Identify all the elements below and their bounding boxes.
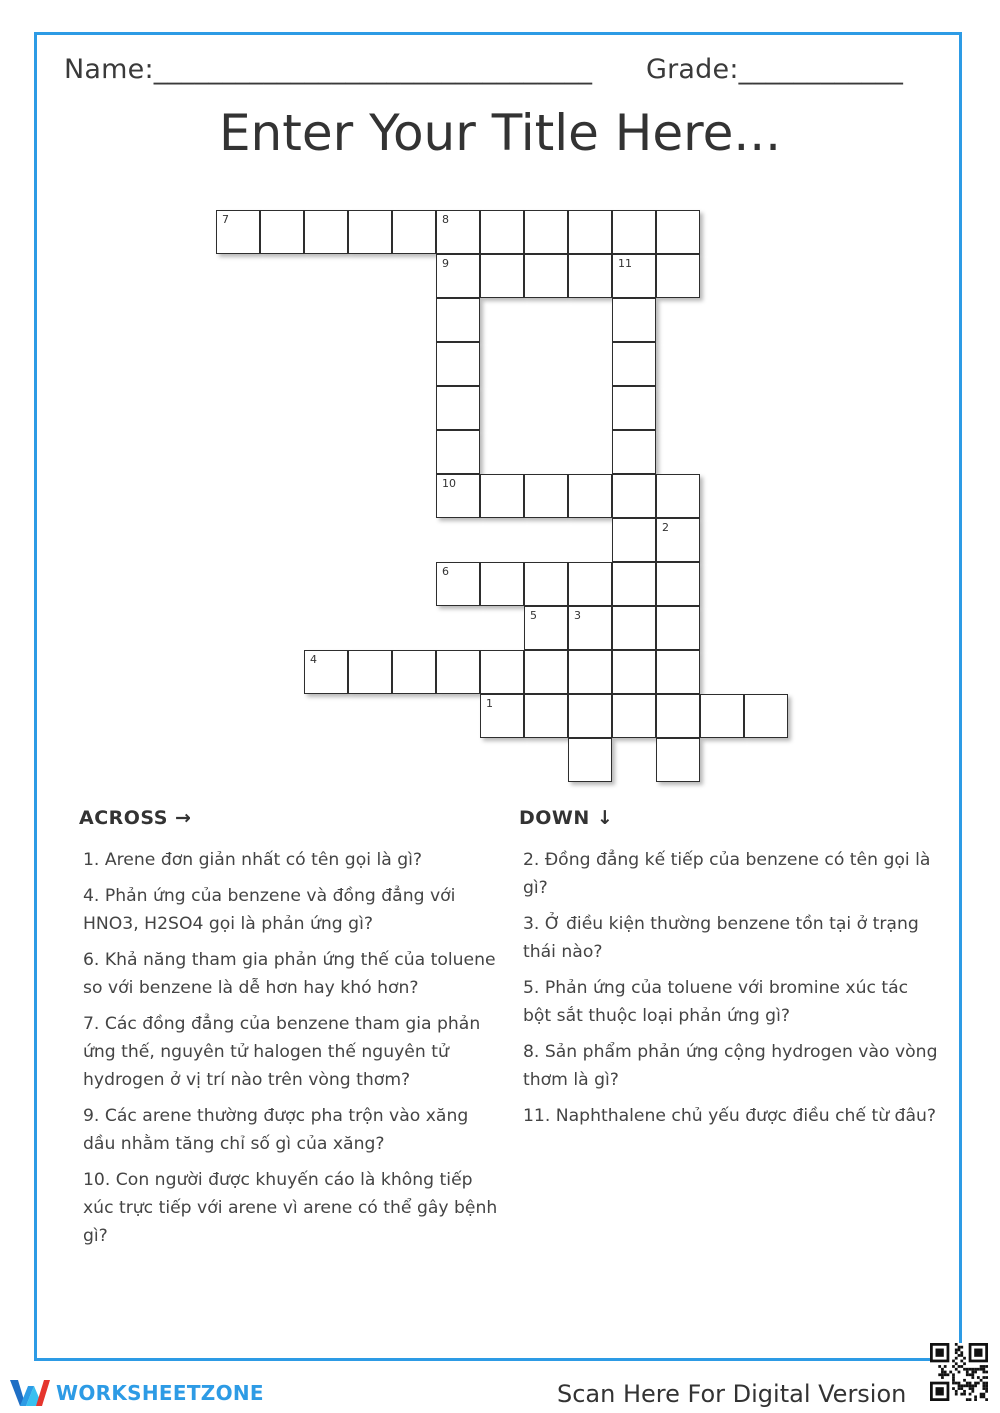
crossword-cell[interactable] (436, 342, 480, 386)
grade-field-line[interactable]: Grade:____________ (646, 54, 904, 85)
down-clue: 2. Đồng đẳng kế tiếp của benzene có tên gọi là gì? (523, 850, 931, 898)
crossword-cell[interactable] (392, 210, 436, 254)
crossword-cell[interactable] (612, 518, 656, 562)
across-clue: 10. Con người được khuyến cáo là không tiếp xúc trực tiếp với arene vì arene có thể gây bệnh gì? (83, 1170, 498, 1246)
clue-number: 3 (574, 609, 581, 622)
crossword-cell[interactable] (656, 738, 700, 782)
crossword-cell[interactable] (612, 694, 656, 738)
crossword-cell[interactable] (612, 386, 656, 430)
page-title: Enter Your Title Here... (218, 104, 782, 162)
crossword-cell[interactable] (524, 474, 568, 518)
crossword-cell[interactable] (480, 210, 524, 254)
crossword-cell[interactable] (480, 254, 524, 298)
crossword-cell[interactable] (568, 210, 612, 254)
across-clue: 7. Các đồng đẳng của benzene tham gia phản ứng thế, nguyên tử halogen thế nguyên tử hydrogen ở vị trí nào trên vòng thơm? (83, 1014, 481, 1090)
down-heading: DOWN ↓ (519, 807, 614, 829)
across-clue-list (83, 846, 501, 1258)
crossword-cell[interactable] (260, 210, 304, 254)
down-clue-list (523, 846, 938, 1138)
clue-number: 9 (442, 257, 449, 270)
crossword-cell[interactable] (612, 430, 656, 474)
crossword-cell[interactable] (656, 210, 700, 254)
clue-number: 8 (442, 213, 449, 226)
crossword-cell[interactable] (524, 694, 568, 738)
crossword-cell[interactable] (436, 430, 480, 474)
crossword-cell[interactable] (480, 474, 524, 518)
across-clue: 1. Arene đơn giản nhất có tên gọi là gì? (83, 850, 423, 870)
clue-number: 4 (310, 653, 317, 666)
crossword-cell[interactable] (568, 694, 612, 738)
down-clue: 11. Naphthalene chủ yếu được điều chế từ đâu? (523, 1106, 937, 1126)
crossword-cell[interactable] (480, 562, 524, 606)
crossword-cell[interactable] (480, 650, 524, 694)
crossword-cell[interactable] (436, 650, 480, 694)
down-clue: 8. Sản phẩm phản ứng cộng hydrogen vào vòng thơm là gì? (523, 1042, 938, 1090)
crossword-cell[interactable] (656, 254, 700, 298)
crossword-cell[interactable] (304, 210, 348, 254)
crossword-cell[interactable] (568, 738, 612, 782)
crossword-cell[interactable] (524, 210, 568, 254)
crossword-cell[interactable] (524, 606, 568, 650)
crossword-cell[interactable] (656, 562, 700, 606)
crossword-cell[interactable] (612, 298, 656, 342)
crossword-cell[interactable] (612, 650, 656, 694)
crossword-cell[interactable] (524, 562, 568, 606)
crossword-cell[interactable] (436, 298, 480, 342)
crossword-cell[interactable] (348, 650, 392, 694)
crossword-cell[interactable] (656, 606, 700, 650)
across-heading: ACROSS → (79, 807, 192, 829)
scan-here-label: Scan Here For Digital Version (557, 1380, 907, 1408)
crossword-cell[interactable] (568, 562, 612, 606)
crossword-cell[interactable] (436, 210, 480, 254)
crossword-cell[interactable] (612, 474, 656, 518)
crossword-cell[interactable] (656, 474, 700, 518)
crossword-cell[interactable] (612, 254, 656, 298)
across-clue: 9. Các arene thường được pha trộn vào xăng dầu nhằm tăng chỉ số gì của xăng? (83, 1106, 469, 1154)
crossword-cell[interactable] (392, 650, 436, 694)
clue-number: 2 (662, 521, 669, 534)
crossword-cell[interactable] (436, 386, 480, 430)
crossword-cell[interactable] (656, 694, 700, 738)
clue-number: 1 (486, 697, 493, 710)
crossword-cell[interactable] (216, 210, 260, 254)
brand-name: WORKSHEETZONE (56, 1381, 264, 1405)
crossword-cell[interactable] (568, 650, 612, 694)
clue-number: 5 (530, 609, 537, 622)
crossword-cell[interactable] (304, 650, 348, 694)
crossword-cell[interactable] (612, 606, 656, 650)
down-clue: 5. Phản ứng của toluene với bromine xúc tác bột sắt thuộc loại phản ứng gì? (523, 978, 909, 1026)
crossword-cell[interactable] (612, 210, 656, 254)
clue-number: 6 (442, 565, 449, 578)
crossword-cell[interactable] (568, 606, 612, 650)
crossword-cell[interactable] (612, 342, 656, 386)
crossword-cell[interactable] (524, 650, 568, 694)
clue-number: 10 (442, 477, 456, 490)
crossword-cell[interactable] (480, 694, 524, 738)
crossword-cell[interactable] (568, 474, 612, 518)
crossword-cell[interactable] (436, 562, 480, 606)
name-field-line[interactable]: Name:________________________________ (64, 54, 593, 85)
crossword-cell[interactable] (744, 694, 788, 738)
across-clue: 6. Khả năng tham gia phản ứng thế của toluene so với benzene là dễ hơn hay khó hơn? (83, 950, 496, 998)
crossword-cell[interactable] (700, 694, 744, 738)
crossword-cell[interactable] (436, 254, 480, 298)
qr-code-icon[interactable] (930, 1343, 988, 1401)
crossword-cell[interactable] (436, 474, 480, 518)
worksheetzone-logo (10, 1376, 264, 1410)
across-clue: 4. Phản ứng của benzene và đồng đẳng với HNO3, H2SO4 gọi là phản ứng gì? (83, 886, 456, 934)
crossword-cell[interactable] (656, 650, 700, 694)
crossword-cell[interactable] (656, 518, 700, 562)
logo-w-icon (10, 1378, 50, 1408)
crossword-cell[interactable] (524, 254, 568, 298)
crossword-cell[interactable] (612, 562, 656, 606)
crossword-cell[interactable] (568, 254, 612, 298)
clue-number: 11 (618, 257, 632, 270)
crossword-cell[interactable] (348, 210, 392, 254)
clue-number: 7 (222, 213, 229, 226)
down-clue: 3. Ở điều kiện thường benzene tồn tại ở trạng thái nào? (523, 914, 919, 962)
